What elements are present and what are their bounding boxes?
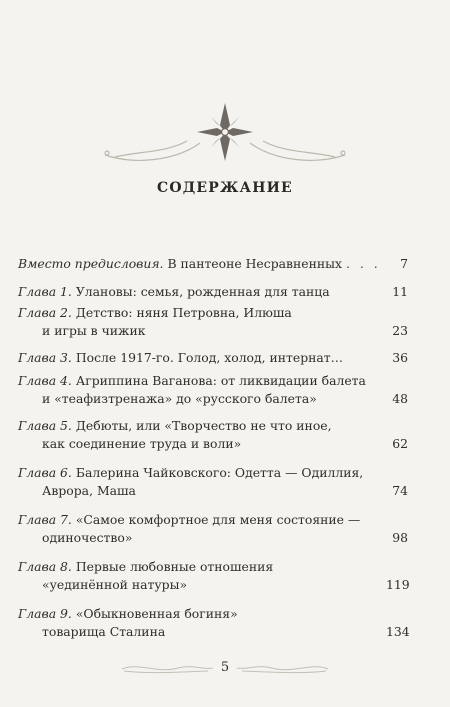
page-title: СОДЕРЖАНИЕ: [157, 180, 293, 196]
chapter-title: Первые любовные отношения: [75, 559, 274, 574]
page-number: 74: [392, 483, 408, 498]
page-number: 23: [392, 323, 408, 338]
toc-entry[interactable]: [18, 558, 408, 594]
toc-entry[interactable]: [18, 304, 408, 340]
chapter-label: Глава 8.: [18, 559, 72, 574]
toc-entry[interactable]: [18, 464, 408, 500]
toc-entry[interactable]: [18, 417, 408, 453]
chapter-title: После 1917-го. Голод, холод, интернат…: [75, 350, 344, 365]
toc-entry[interactable]: [18, 372, 408, 408]
page-number: 134: [386, 624, 410, 639]
chapter-title-cont: «уединённой натуры»: [42, 577, 188, 592]
chapter-title-cont: и игры в чижик: [42, 323, 146, 338]
chapter-label: Глава 9.: [18, 606, 72, 621]
chapter-label: Глава 1.: [18, 284, 72, 299]
chapter-title: Дебюты, или «Творчество не что иное,: [75, 418, 332, 433]
chapter-title: «Обыкновенная богиня»: [75, 606, 238, 621]
toc-entry[interactable]: [18, 605, 408, 641]
toc-entry[interactable]: [18, 255, 408, 273]
chapter-title: Балерина Чайковского: Одетта — Одиллия,: [75, 465, 364, 480]
leader-dots: [346, 255, 382, 273]
chapter-label: Глава 4.: [18, 373, 72, 388]
chapter-label: Глава 2.: [18, 305, 72, 320]
chapter-title: «Самое комфортное для меня состояние —: [75, 512, 361, 527]
chapter-title-cont: товарища Сталина: [42, 624, 166, 639]
chapter-title-cont: Аврора, Маша: [42, 483, 136, 498]
page-number: 48: [392, 391, 408, 406]
chapter-title-cont: и «теафизтренажа» до «русского балета»: [42, 391, 317, 406]
chapter-label: Глава 7.: [18, 512, 72, 527]
chapter-label: Глава 6.: [18, 465, 72, 480]
chapter-title: Улановы: семья, рожденная для танца: [75, 284, 330, 299]
chapter-label: Вместо предисловия.: [18, 256, 164, 271]
page-number: 36: [392, 350, 408, 365]
page-number: 11: [392, 284, 408, 299]
page-number: 7: [400, 256, 408, 271]
toc-entry[interactable]: [18, 349, 408, 367]
chapter-title: Детство: няня Петровна, Илюша: [75, 305, 292, 320]
toc-entry[interactable]: [18, 511, 408, 547]
chapter-title-cont: как соединение труда и воли»: [42, 436, 242, 451]
page-number: 62: [392, 436, 408, 451]
toc-entry[interactable]: [18, 283, 408, 301]
chapter-title: В пантеоне Несравненных: [167, 256, 342, 271]
page-number: 98: [392, 530, 408, 545]
page-number: 119: [386, 577, 410, 592]
chapter-title: Агриппина Ваганова: от ликвидации балета: [75, 373, 366, 388]
floral-ornament-icon: [95, 95, 355, 170]
chapter-label: Глава 3.: [18, 350, 72, 365]
chapter-label: Глава 5.: [18, 418, 72, 433]
chapter-title-cont: одиночество»: [42, 530, 133, 545]
page-number-folio: 5: [220, 660, 230, 675]
